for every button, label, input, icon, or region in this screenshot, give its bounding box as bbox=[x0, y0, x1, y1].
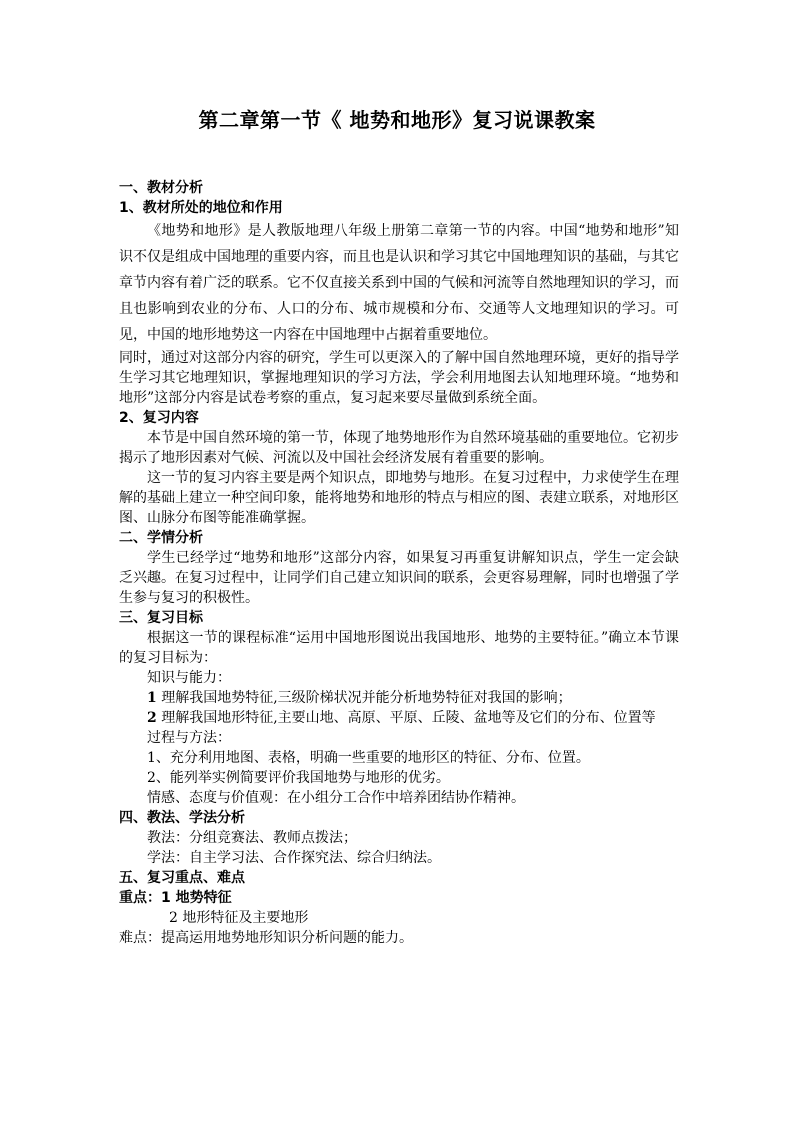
section-heading-2: 二、学情分析 bbox=[119, 530, 203, 546]
page-title: 第二章第一节《 地势和地形》复习说课教案 bbox=[198, 108, 596, 132]
difficulty-point: 难点：提高运用地势地形知识分析问题的能力。 bbox=[119, 930, 413, 946]
emotion-item: 情感、态度与价值观：在小组分工合作中培养团结协作精神。 bbox=[147, 790, 525, 806]
paragraph-4: 这一节的复习内容主要是两个知识点，即地势与地形。在复习过程中，力求使学生在理解的基础上建立一种空间印象，能将地势和地形的特点与相应的图、表建立联系，对地形区图、山脉分布图等能准确掌握。 bbox=[119, 470, 679, 526]
subsection-heading-1: 1、教材所处的地位和作用 bbox=[119, 200, 283, 216]
knowledge-label: 知识与能力： bbox=[147, 670, 231, 686]
paragraph-5: 学生已经学过“地势和地形”这部分内容，如果复习再重复讲解知识点，学生一定会缺乏兴趣。在复习过程中，让同学们自己建立知识间的联系，会更容易理解，同时也增强了学生参与复习的积极性。 bbox=[119, 550, 679, 606]
paragraph-2: 同时，通过对这部分内容的研究，学生可以更深入的了解中国自然地理环境，更好的指导学生学习其它地理知识，掌握地理知识的学习方法，学会利用地图去认知地理环境。“地势和地形”这部分内容是试卷考察的重点，复习起来要尽量做到系统全面。 bbox=[119, 350, 679, 406]
key-point-2: 2 地形特征及主要地形 bbox=[169, 910, 309, 926]
learning-method: 学法：自主学习法、合作探究法、综合归纳法。 bbox=[147, 850, 441, 866]
section-heading-4: 四、教法、学法分析 bbox=[119, 810, 245, 826]
section-heading-5: 五、复习重点、难点 bbox=[119, 870, 245, 886]
document-body bbox=[119, 178, 679, 948]
knowledge-item-2-text: 理解我国地形特征,主要山地、高原、平原、丘陵、盆地等及它们的分布、位置等 bbox=[156, 710, 656, 726]
method-item-2: 2、能列举实例简要评价我国地势与地形的优劣。 bbox=[147, 770, 450, 786]
key-point-1 bbox=[119, 888, 679, 908]
knowledge-item-2-number: 2 bbox=[147, 710, 157, 726]
paragraph-3: 本节是中国自然环境的第一节，体现了地势地形作为自然环境基础的重要地位。它初步揭示了地形因素对气候、河流以及中国社会经济发展有着重要的影响。 bbox=[119, 430, 679, 466]
knowledge-item-1-number: 1 bbox=[147, 690, 157, 706]
method-label: 过程与方法： bbox=[147, 730, 231, 746]
method-item-1: 1、充分利用地图、表格，明确一些重要的地形区的特征、分布、位置。 bbox=[147, 750, 590, 766]
section-heading-3: 三、复习目标 bbox=[119, 610, 203, 626]
key-point-label: 重点： bbox=[119, 890, 161, 906]
section-heading-1: 一、教材分析 bbox=[119, 180, 203, 196]
paragraph-6: 根据这一节的课程标准“运用中国地形图说出我国地形、地势的主要特征。”确立本节课的复习目标为： bbox=[119, 630, 679, 666]
knowledge-item-1-text: 理解我国地势特征,三级阶梯状况并能分析地势特征对我国的影响； bbox=[156, 690, 572, 706]
key-point-1-text: 1 地势特征 bbox=[161, 890, 232, 906]
knowledge-item-2 bbox=[119, 708, 679, 728]
paragraph-1: 《地势和地形》是人教版地理八年级上册第二章第一节的内容。中国“地势和地形”知识不仅是组成中国地理的重要内容，而且也是认识和学习其它中国地理知识的基础，与其它章节内容有着广泛的联系。它不仅直接关系到中国的气候和河流等自然地理知识的学习，而且也影响到农业的分布、人口的分布、城市规模和分布、交通等人文地理知识的学习。可见，中国的地形地势这一内容在中国地理中占据着重要地位。 bbox=[119, 223, 679, 343]
teaching-method: 教法：分组竞赛法、教师点拨法； bbox=[147, 830, 357, 846]
subsection-heading-2: 2、复习内容 bbox=[119, 410, 199, 426]
knowledge-item-1 bbox=[119, 688, 679, 708]
